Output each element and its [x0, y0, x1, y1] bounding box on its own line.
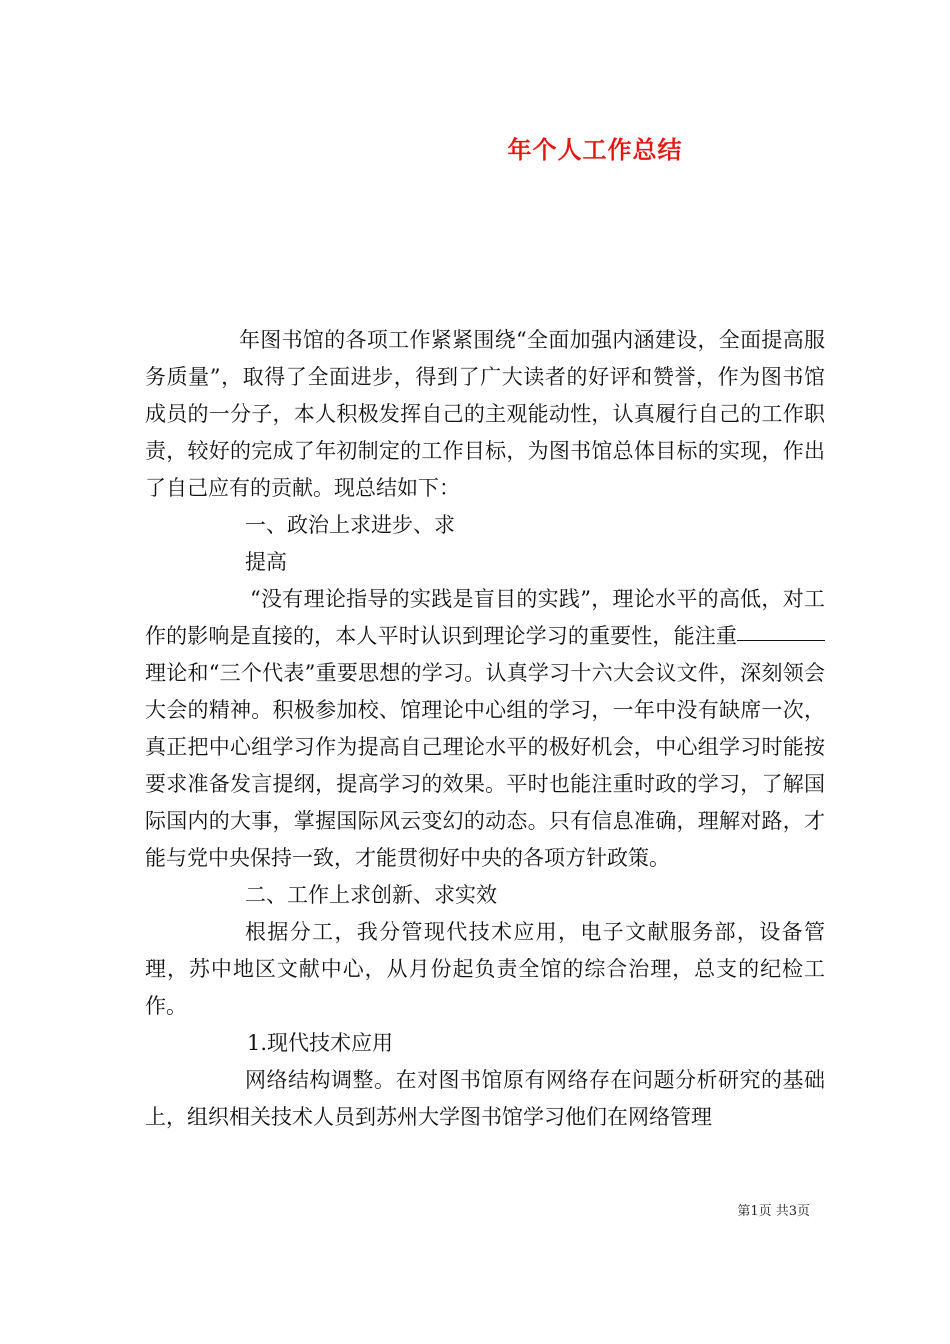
section-heading-1-continued: 提高	[245, 550, 287, 574]
section-heading-1: 一、政治上求进步、求	[245, 513, 455, 537]
theory-paragraph	[145, 581, 825, 877]
page-number: 第1页 共3页	[737, 1204, 810, 1219]
work-division-paragraph: 根据分工，我分管现代技术应用，电子文献服务部，设备管理，苏中地区文献中心，从月份起负责全馆的综合治理，总支的纪检工作。	[145, 920, 825, 1018]
theory-paragraph-part2: 理论和“三个代表”重要思想的学习。认真学习十六大会议文件，深刻领会大会的精神。积极参加校、馆理论中心组的学习，一年中没有缺席一次，真正把中心组学习作为提高自己理论水平的极好机会，中心组学习时能按要求准备发言提纲，提高学习的效果。平时也能注重时政的学习，了解国际国内的大事，掌握国际风云变幻的动态。只有信息准确，理解对路，才能与党中央保持一致，才能贯彻好中央的各项方针政策。	[145, 661, 825, 870]
document-title: 年个人工作总结	[507, 135, 683, 164]
subsection-heading-1: 1.现代技术应用	[247, 1031, 394, 1055]
document-body	[145, 322, 825, 1136]
section-heading-2: 二、工作上求创新、求实效	[245, 883, 497, 907]
theory-paragraph-part1: “没有理论指导的实践是盲目的实践”，理论水平的高低，对工作的影响是直接的，本人平时认识到理论学习的重要性，能注重	[145, 587, 825, 648]
blank-underline	[737, 639, 825, 641]
network-paragraph: 网络结构调整。在对图书馆原有网络存在问题分析研究的基础上，组织相关技术人员到苏州大学图书馆学习他们在网络管理	[145, 1068, 825, 1129]
intro-paragraph: 年图书馆的各项工作紧紧围绕“全面加强内涵建设，全面提高服务质量”，取得了全面进步，得到了广大读者的好评和赞誉，作为图书馆成员的一分子，本人积极发挥自己的主观能动性，认真履行自己的工作职责，较好的完成了年初制定的工作目标，为图书馆总体目标的实现，作出了自己应有的贡献。现总结如下：	[145, 328, 825, 500]
